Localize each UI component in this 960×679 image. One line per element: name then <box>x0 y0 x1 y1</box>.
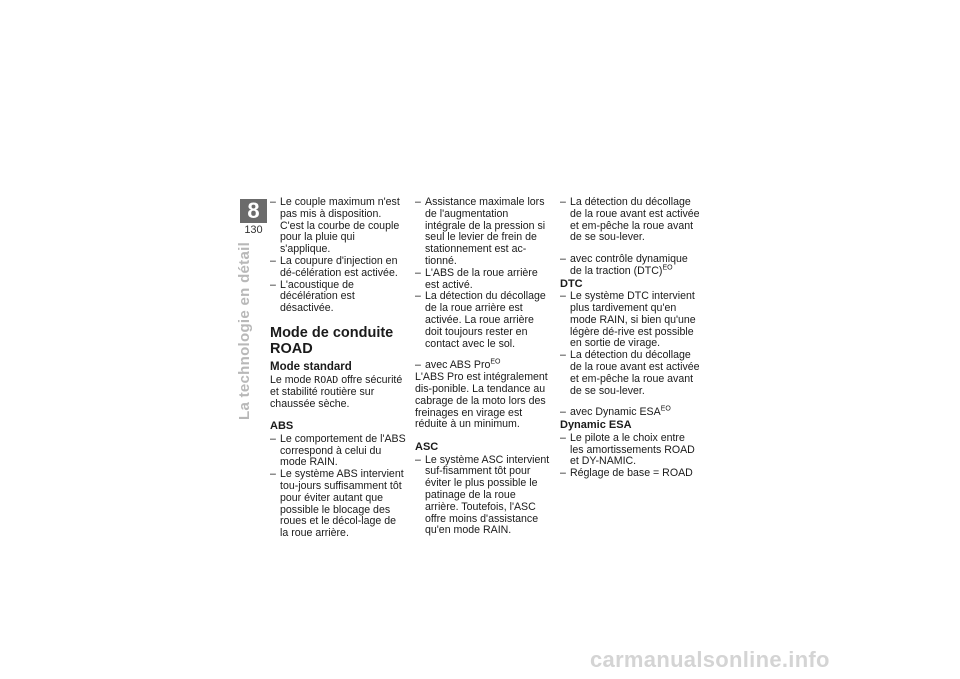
abs-pro-paragraph: L'ABS Pro est intégralement dis-ponible. La tendance au cabrage de la moto lors des freinages en virage est réduite à un minimum. <box>415 371 548 431</box>
list-item: – Le système ASC intervient suf-fisamment tôt pour éviter le plus possible le patinage de la roue arrière. Toutefois, l'ASC offre moins d'assistance qu'en mode RAIN. <box>415 455 551 538</box>
list-item: – Le pilote a le choix entre les amortissements ROAD et DY-NAMIC. <box>560 433 700 468</box>
optional-equipment-marker: EO <box>662 264 673 272</box>
dtc-condition: – avec contrôle dynamique de la traction (DTC)$^{EO}$ <box>560 254 700 278</box>
list-item: – Le couple maximum n'est pas mis à disposition. C'est la courbe de couple pour la pluie qui s'applique. <box>270 197 406 256</box>
column-1 <box>270 197 406 540</box>
chapter-badge <box>240 199 267 237</box>
chapter-side-title: La technologie en détail <box>236 241 253 420</box>
list-item: – La détection du décollage de la roue avant est activée et em-pêche la roue avant de se sou-lever. <box>560 350 700 397</box>
list-item: – Réglage de base = ROAD <box>560 468 700 480</box>
optional-equipment-marker: EO <box>490 358 501 366</box>
column-3 <box>560 197 700 480</box>
list-item: – Le comportement de l'ABS correspond à celui du mode RAIN. <box>270 434 406 469</box>
esa-condition: – avec Dynamic $ESA^{EO}$ <box>560 407 700 419</box>
list-item: – La détection du décollage de la roue avant est activée et em-pêche la roue avant de se sou-lever. <box>560 197 700 244</box>
list-item: – Le système ABS intervient tou-jours suffisamment tôt pour éviter autant que possible le blocage des roues et le décol-lage de la roue arrière. <box>270 469 406 540</box>
subheading-standard-mode: Mode standard <box>270 360 352 373</box>
heading-dynamic-esa: Dynamic ESA <box>560 419 632 432</box>
optional-equipment-marker: EO <box>660 405 671 413</box>
column-2 <box>415 197 551 537</box>
list-item: – L'ABS de la roue arrière est activé. <box>415 268 551 292</box>
road-mode-label: ROAD <box>314 374 339 386</box>
section-heading-road: Mode de conduite ROAD <box>270 324 394 357</box>
list-item: – La coupure d'injection en dé-célération est activée. <box>270 256 406 280</box>
list-item: – Assistance maximale lors de l'augmentation intégrale de la pression si seul le levier de frein de stationnement est ac-tionné. <box>415 197 551 268</box>
heading-abs: ABS <box>270 420 294 433</box>
abs-pro-condition: – avec ABS Pro$^{EO}$ <box>415 360 551 372</box>
list-item: – L'acoustique de décélération est désactivée. <box>270 280 406 315</box>
list-item: – La détection du décollage de la roue arrière est activée. La roue arrière doit toujours rester en contact avec le sol. <box>415 291 551 350</box>
road-intro-paragraph: Le mode ROAD offre sécurité et stabilité routière sur chaussée sèche. <box>270 373 403 410</box>
list-item: – Le système DTC intervient plus tardivement qu'en mode RAIN, si bien qu'une légère dé-rive est possible en sortie de virage. <box>560 291 700 350</box>
chapter-number: 8 <box>240 199 267 223</box>
heading-asc: ASC <box>415 441 439 454</box>
page-number: 130 <box>244 224 263 236</box>
heading-dtc: DTC <box>560 277 583 290</box>
watermark: carmanualsonline.info <box>590 647 830 672</box>
